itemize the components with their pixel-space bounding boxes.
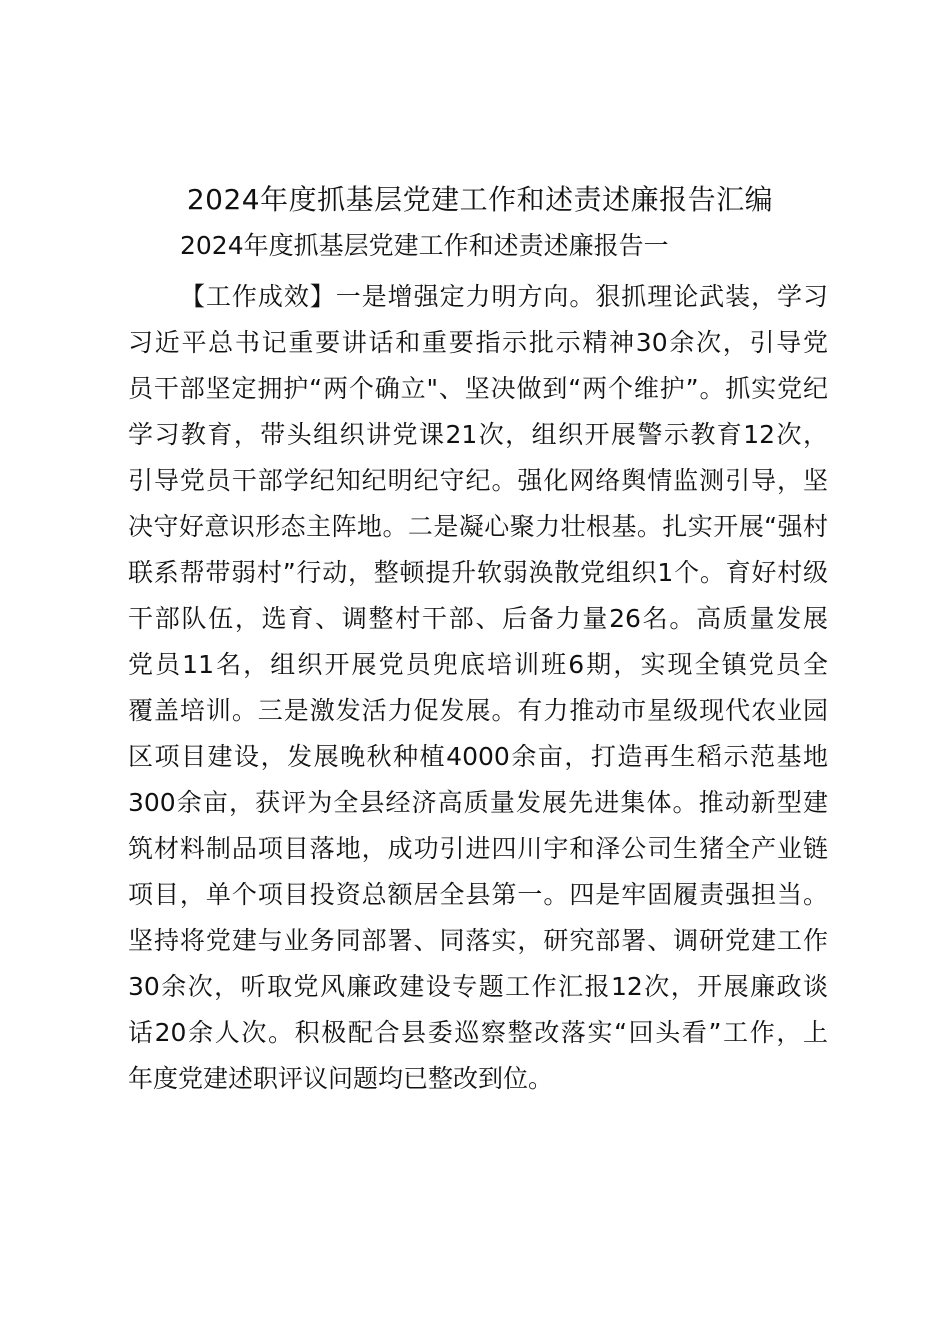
paragraph-line: 区项目建设，发展晚秋种植4000余亩，打造再生稻示范基地 — [128, 742, 828, 771]
paragraph-line: 决守好意识形态主阵地。二是凝心聚力壮根基。扎实开展“强村 — [128, 512, 828, 541]
paragraph-line: 学习教育，带头组织讲党课21次，组织开展警示教育12次， — [128, 420, 828, 449]
paragraph-line: 坚持将党建与业务同部署、同落实，研究部署、调研党建工作 — [128, 926, 828, 955]
paragraph-line: 党员11名，组织开展党员兜底培训班6期，实现全镇党员全 — [128, 650, 828, 679]
paragraph-line: 联系帮带弱村”行动，整顿提升软弱涣散党组织1个。育好村级 — [128, 558, 828, 587]
paragraph-line: 话20余人次。积极配合县委巡察整改落实“回头看”工作，上 — [128, 1018, 828, 1047]
section-title: 2024年度抓基层党建工作和述责述廉报告一 — [180, 231, 669, 260]
paragraph-line: 300余亩，获评为全县经济高质量发展先进集体。推动新型建 — [128, 788, 828, 817]
paragraph-line: 年度党建述职评议问题均已整改到位。 — [128, 1064, 554, 1093]
paragraph-line: 覆盖培训。三是激发活力促发展。有力推动市星级现代农业园 — [128, 696, 828, 725]
paragraph-line: 筑材料制品项目落地，成功引进四川宇和泽公司生猪全产业链 — [128, 834, 828, 863]
paragraph-line: 引导党员干部学纪知纪明纪守纪。强化网络舆情监测引导，坚 — [128, 466, 828, 495]
paragraph-line: 员干部坚定拥护“两个确立"、坚决做到“两个维护”。抓实党纪 — [128, 374, 828, 403]
paragraph-line: 干部队伍，选育、调整村干部、后备力量26名。高质量发展 — [128, 604, 828, 633]
paragraph-line: 项目，单个项目投资总额居全县第一。四是牢固履责强担当。 — [128, 880, 828, 909]
document-title: 2024年度抓基层党建工作和述责述廉报告汇编 — [186, 183, 774, 216]
paragraph-line: 【工作成效】一是增强定力明方向。狠抓理论武装，学习 — [180, 282, 828, 311]
paragraph-line: 30余次，听取党风廉政建设专题工作汇报12次，开展廉政谈 — [128, 972, 828, 1001]
paragraph-line: 习近平总书记重要讲话和重要指示批示精神30余次，引导党 — [128, 328, 828, 357]
body-paragraph — [128, 274, 828, 1102]
